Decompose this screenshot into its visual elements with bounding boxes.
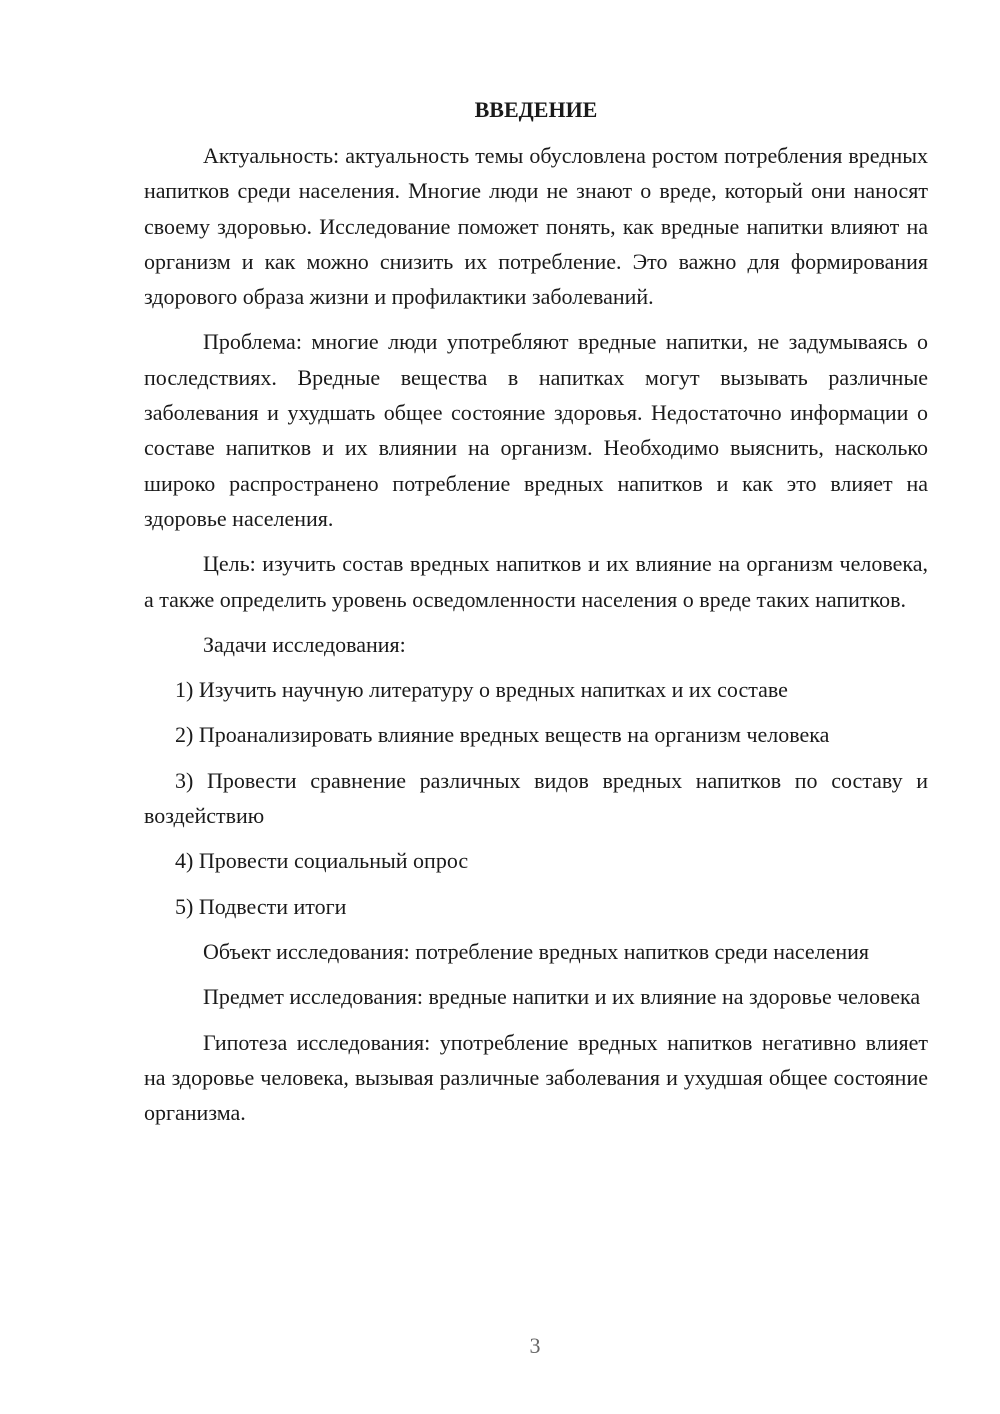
subject-paragraph: Предмет исследования: вредные напитки и их влияние на здоровье человека (203, 984, 921, 1010)
hypothesis-paragraph: Гипотеза исследования: употребление вредных напитков негативно влияет на здоровье человека, вызывая различные заболевания и ухудшая общее состояние организма. (144, 1029, 928, 1126)
section-title: ВВЕДЕНИЕ (474, 97, 598, 122)
task-item-5: 5) Подвести итоги (175, 893, 347, 919)
relevance-paragraph: Актуальность: актуальность темы обусловлена ростом потребления вредных напитков среди населения. Многие люди не знают о вреде, который они наносят своему здоровью. Исследование поможет понять, как вредные напитки влияют на организм и как можно снизить их потребление. Это важно для формирования здорового образа жизни и профилактики заболеваний. (144, 143, 928, 310)
goal-paragraph: Цель: изучить состав вредных напитков и их влияние на организм человека, а также определить уровень осведомленности населения о вреде таких напитков. (144, 551, 928, 612)
page-content (144, 92, 928, 1140)
problem-paragraph: Проблема: многие люди употребляют вредные напитки, не задумываясь о последствиях. Вредные вещества в напитках могут вызывать различные заболевания и ухудшать общее состояние здоровья. Недостаточно информации о составе напитков и их влиянии на организм. Необходимо выяснить, насколько широко распространено потребление вредных напитков и как это влияет на здоровье населения. (144, 329, 928, 531)
task-item-3: 3) Провести сравнение различных видов вредных напитков по составу и воздействию (144, 767, 928, 829)
task-item-2: 2) Проанализировать влияние вредных веществ на организм человека (175, 722, 830, 748)
page-number: 3 (529, 1333, 541, 1358)
task-item-4: 4) Провести социальный опрос (175, 848, 469, 874)
object-paragraph: Объект исследования: потребление вредных напитков среди населения (203, 938, 870, 964)
task-item-1: 1) Изучить научную литературу о вредных напитках и их составе (175, 677, 788, 703)
tasks-heading: Задачи исследования: (203, 631, 406, 657)
